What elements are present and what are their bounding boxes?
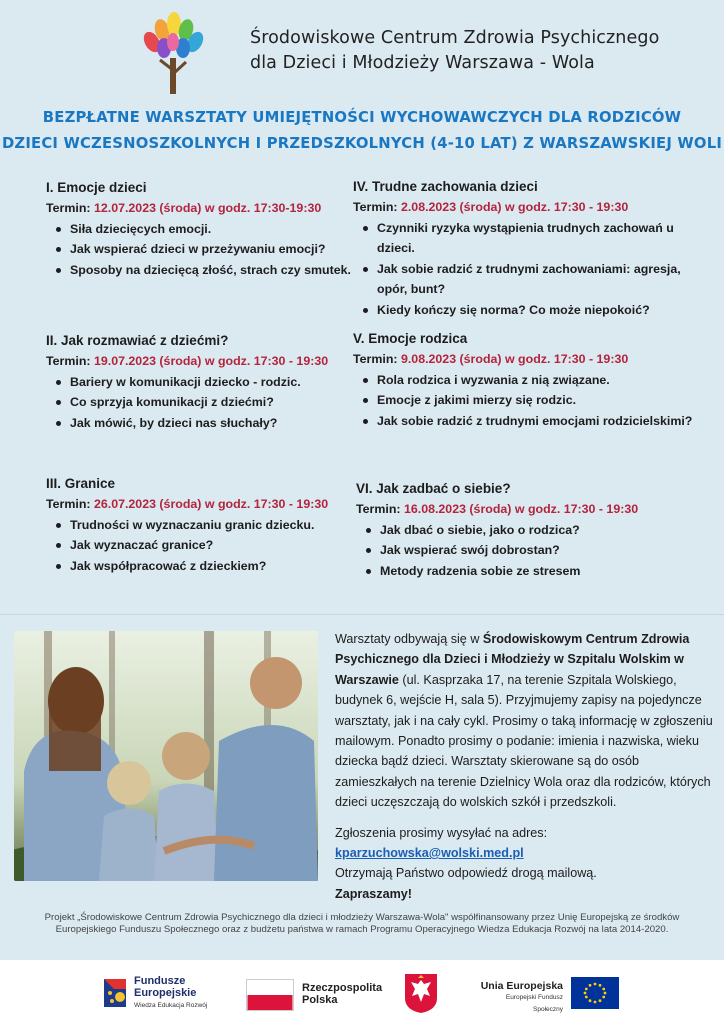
topic-item: Co sprzyja komunikacji z dziećmi? <box>70 392 376 413</box>
workshop-heading: V. Emocje rodzica <box>353 331 468 346</box>
workshop-term: Termin: 9.08.2023 (środa) w godz. 17:30 - 19:30 <box>353 352 629 366</box>
workshop-6 <box>356 479 696 581</box>
topic-item: Trudności w wyznaczaniu granic dziecku. <box>70 515 376 536</box>
topic-item: Kiedy kończy się norma? Co może niepokoić? <box>377 300 693 321</box>
fundusze-europejskie-icon <box>102 975 130 1009</box>
workshop-term: Termin: 2.08.2023 (środa) w godz. 17:30 - 19:30 <box>353 200 629 214</box>
poland-flag-icon <box>246 979 294 1011</box>
topic-item: Jak dbać o siebie, jako o rodzica? <box>380 520 696 541</box>
page-title <box>0 105 724 157</box>
org-name-line1: Środowiskowe Centrum Zdrowia Psychicznego <box>250 28 660 48</box>
info-text <box>335 629 715 904</box>
email-link[interactable]: kparzuchowska@wolski.med.pl <box>335 846 524 861</box>
topic-item: Jak wspierać swój dobrostan? <box>380 540 696 561</box>
workshop-5 <box>353 329 693 431</box>
fe-line2: Europejskie <box>134 987 197 999</box>
info-paragraph-1: Warsztaty odbywają się w Środowiskowym Centrum Zdrowia Psychicznego dla Dzieci i Młodzieży w Szpitalu Wolskim w Warszawie (ul. Kasprzaka 17, na terenie Szpitala Wolskiego, budynek 6, wejście H, sala 5). Przyjmujemy zapisy na pojedyncze warsztaty, jak i na cały cykl. Prosimy o taką informację w zgłoszeniu mailowym. Ponadto prosimy o podanie: imienia i nazwiska, wieku dziecka bądź dzieci. Warsztaty skierowane są do osób zamieszkałych na terenie Dzielnicy Wola oraz dla rodziców, których dzieci uczęszczają do wolskich szkół i przedszkoli. <box>335 632 713 810</box>
title-line2: DZIECI WCZESNOSZKOLNYCH I PRZEDSZKOLNYCH (4-10 LAT) Z WARSZAWSKIEJ WOLI <box>1 135 723 152</box>
pl-line2: Polska <box>302 994 338 1006</box>
topic-item: Siła dziecięcych emocji. <box>70 219 376 240</box>
workshop-term: Termin: 26.07.2023 (środa) w godz. 17:30 - 19:30 <box>46 497 329 511</box>
topic-item: Jak sobie radzić z trudnymi zachowaniami: agresja, opór, bunt? <box>377 259 693 300</box>
topic-item: Jak mówić, by dzieci nas słuchały? <box>70 413 376 434</box>
topic-item: Jak sobie radzić z trudnymi emocjami rodzicielskimi? <box>377 411 693 432</box>
topic-item: Jak wyznaczać granice? <box>70 535 376 556</box>
project-note: Projekt „Środowiskowe Centrum Zdrowia Psychicznego dla dzieci i młodzieży Warszawa-Wola" współfinansowany przez Unię Europejską ze środków Europejskiego Funduszu Społecznego oraz z budżetu państwa w ramach Programu Operacyjnego Wiedza Edukacja Rozwój na lata 2014-2020. <box>44 912 680 936</box>
fe-line1: Fundusze <box>134 975 186 987</box>
workshop-term: Termin: 16.08.2023 (środa) w godz. 17:30 - 19:30 <box>356 502 639 516</box>
workshop-topics <box>356 520 696 582</box>
info-paragraph-3: Otrzymają Państwo odpowiedź drogą mailową. <box>335 866 597 881</box>
section-divider <box>0 614 724 615</box>
topic-item: Metody radzenia sobie ze stresem <box>380 561 696 582</box>
workshop-heading: I. Emocje dzieci <box>46 180 147 195</box>
polish-eagle-icon <box>403 972 439 1014</box>
info-paragraph-2: Zgłoszenia prosimy wysyłać na adres: <box>335 825 548 840</box>
hands-tree-logo <box>140 12 206 98</box>
topic-item: Sposoby na dziecięcą złość, strach czy smutek. <box>70 260 376 281</box>
fe-sub: Wiedza Edukacja Rozwój <box>134 1002 208 1009</box>
title-line1: BEZPŁATNE WARSZTATY UMIEJĘTNOŚCI WYCHOWAWCZYCH DLA RODZICÓW <box>42 109 682 126</box>
topic-item: Rola rodzica i wyzwania z nią związane. <box>377 370 693 391</box>
family-photo <box>14 631 318 881</box>
workshop-3 <box>46 474 376 576</box>
topic-item: Jak współpracować z dzieckiem? <box>70 556 376 577</box>
workshop-heading: IV. Trudne zachowania dzieci <box>353 179 538 194</box>
workshop-topics <box>353 370 693 432</box>
pl-line1: Rzeczpospolita <box>302 982 383 994</box>
workshop-term: Termin: 19.07.2023 (środa) w godz. 17:30 - 19:30 <box>46 354 329 368</box>
eu-flag-icon <box>571 977 619 1009</box>
workshop-1 <box>46 178 376 280</box>
topic-item: Jak wspierać dzieci w przeżywaniu emocji? <box>70 239 376 260</box>
ue-sub: Europejski Fundusz Społeczny <box>505 994 563 1013</box>
topic-item: Czynniki ryzyka wystąpienia trudnych zachowań u dzieci. <box>377 218 693 259</box>
workshop-heading: II. Jak rozmawiać z dziećmi? <box>46 333 229 348</box>
workshop-topics <box>46 219 376 281</box>
workshop-heading: VI. Jak zadbać o siebie? <box>356 481 511 496</box>
org-name-line2: dla Dzieci i Młodzieży Warszawa - Wola <box>250 53 595 73</box>
closing-text: Zapraszamy! <box>335 886 412 901</box>
workshop-term: Termin: 12.07.2023 (środa) w godz. 17:30-19:30 <box>46 201 322 215</box>
workshop-topics <box>46 515 376 577</box>
workshop-topics <box>353 218 693 321</box>
workshop-2 <box>46 331 376 433</box>
workshop-heading: III. Granice <box>46 476 116 491</box>
ue-line1: Unia Europejska <box>480 980 563 992</box>
topic-item: Emocje z jakimi mierzy się rodzic. <box>377 390 693 411</box>
workshop-topics <box>46 372 376 434</box>
topic-item: Bariery w komunikacji dziecko - rodzic. <box>70 372 376 393</box>
header <box>0 0 724 100</box>
workshop-4 <box>353 177 693 320</box>
footer-logos <box>0 960 724 1024</box>
